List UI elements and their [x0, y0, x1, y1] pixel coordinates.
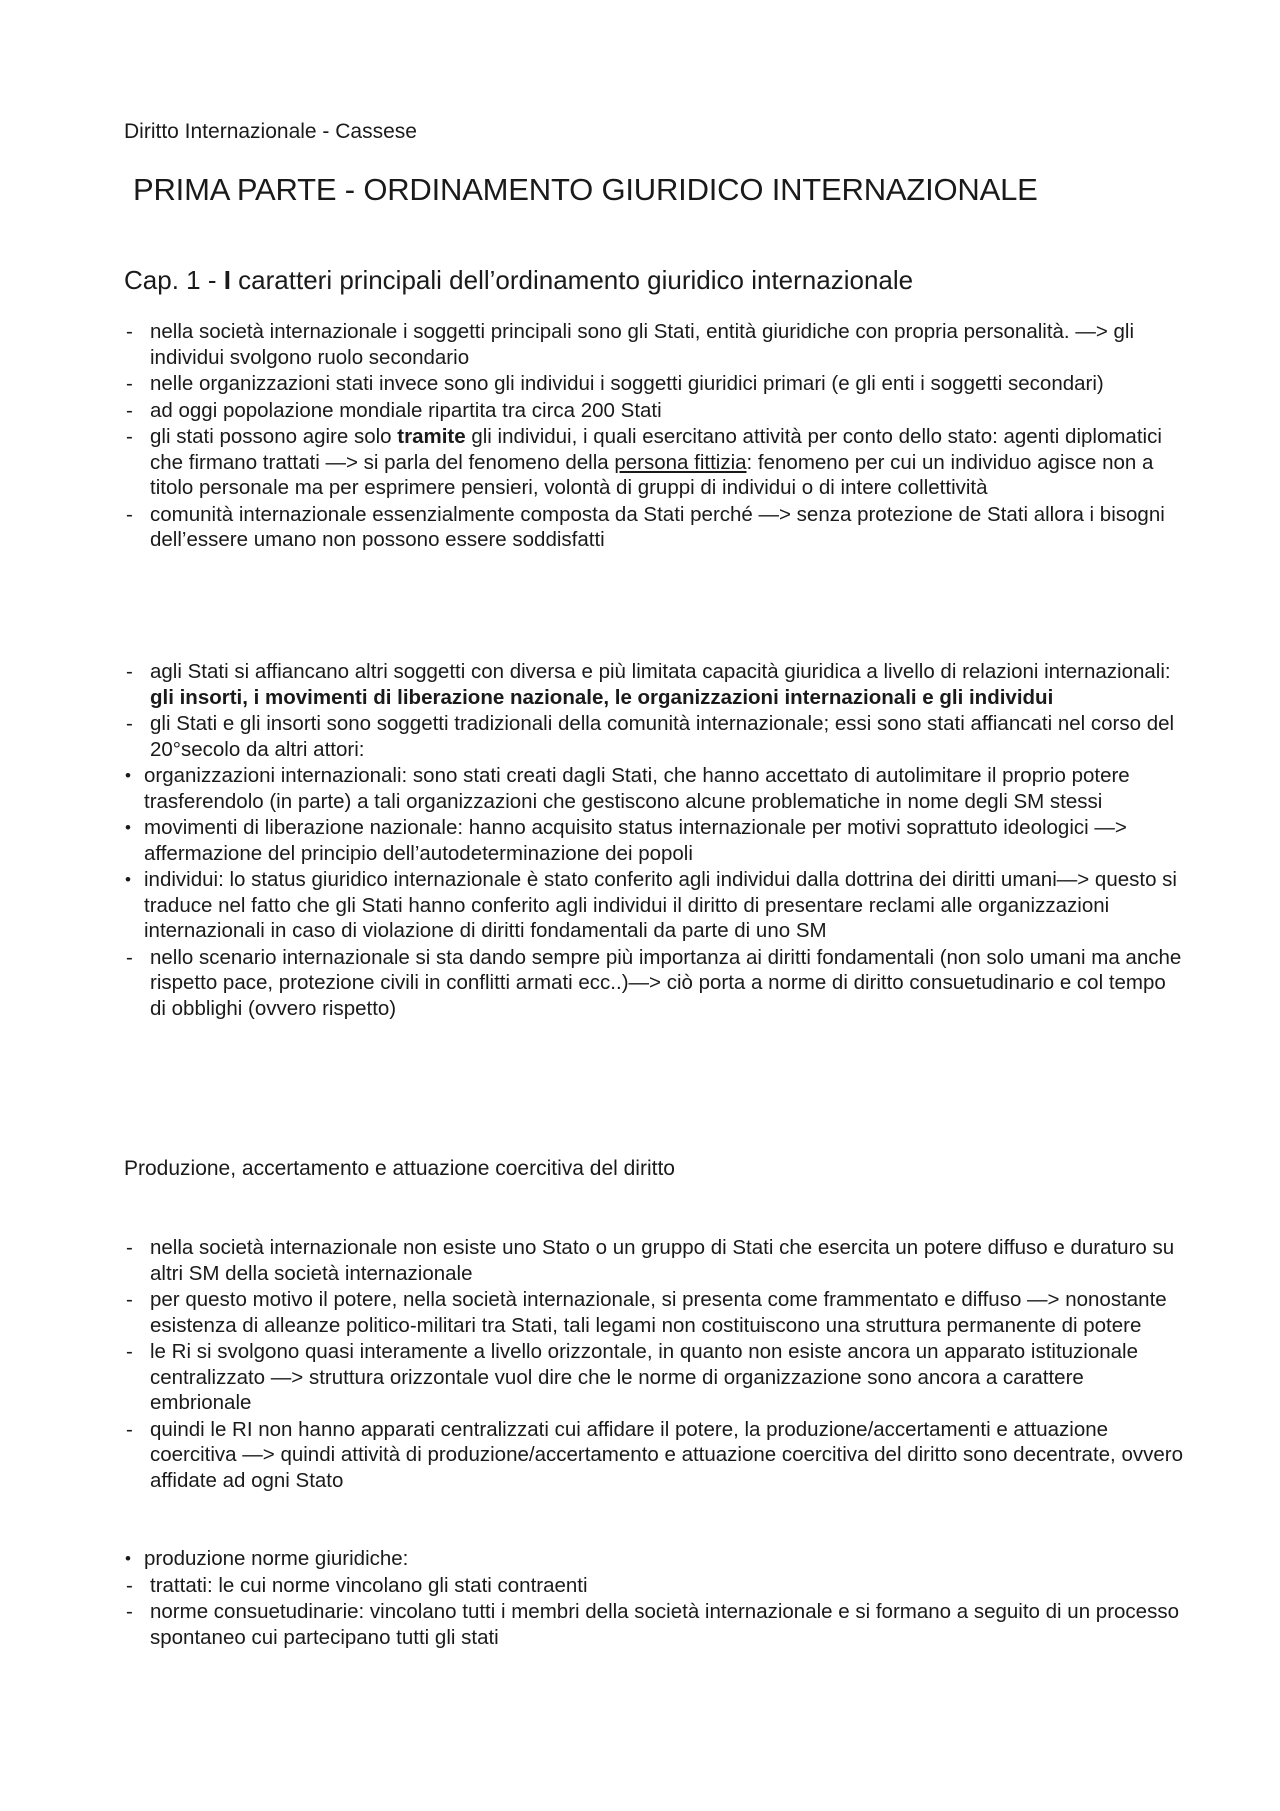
dash-marker: - [126, 425, 133, 448]
bullet-item: • movimenti di liberazione nazionale: hanno acquisito status internazionale per motivi soprattuto ideologici —> affermazione del principio dell’autodeterminazione dei popoli [125, 816, 1127, 865]
dash-marker: - [126, 502, 133, 526]
list-item: - nelle organizzazioni stati invece sono gli individui i soggetti giuridici primari (e gli enti i soggetti secondari) [126, 372, 1104, 395]
list-item: - gli Stati e gli insorti sono soggetti tradizionali della comunità internazionale; essi sono stati affiancati nel corso del 20°secolo da altri attori: [126, 712, 1175, 761]
dash-marker: - [126, 1340, 133, 1363]
chapter-title-prefix: Cap. 1 - [124, 265, 224, 295]
bullet-marker: • [125, 1549, 131, 1568]
norms-list [124, 1546, 1184, 1651]
list-item: - ad oggi popolazione mondiale ripartita tra circa 200 Stati [126, 398, 662, 422]
list-item: - comunità internazionale essenzialmente composta da Stati perché —> senza protezione de Stati allora i bisogni dell’essere umano non possono essere soddisfatti [126, 502, 1165, 551]
list-item: - gli stati possono agire solo tramite gli individui, i quali esercitano attività per conto dello stato: agenti diplomatici che firmano trattati —> si parla del fenomeno della persona fittizia: fenomeno per cui un individuo agisce non a titolo personale ma per esprimere pensieri, volontà di gruppi di individui o di intere collettività [126, 425, 1162, 499]
dash-marker: - [126, 660, 133, 683]
bullet-marker: • [125, 870, 131, 889]
chapter-title-bold: I [223, 265, 231, 295]
list-item: - nella società internazionale i soggetti principali sono gli Stati, entità giuridiche con propria personalità. —> gli individui svolgono ruolo secondario [126, 320, 1134, 369]
list-item: - nello scenario internazionale si sta dando sempre più importanza ai diritti fondamentali (non solo umani ma anche rispetto pace, protezione civili in conflitti armati ecc..)—> ciò porta a norme di diritto consuetudinario e col tempo di obblighi (ovvero rispetto) [126, 945, 1182, 1020]
dash-marker: - [126, 1573, 133, 1597]
bullet-item: • individui: lo status giuridico internazionale è stato conferito agli individui dalla dottrina dei diritti umani—> questo si traduce nel fatto che gli Stati hanno conferito agli individui il diritto di presentare reclami alle organizzazioni internazionali in caso di violazione di diritti fondamentali da parte di uno SM [125, 868, 1177, 942]
bullet-item: • produzione norme giuridiche: [125, 1547, 409, 1570]
list-item: - trattati: le cui norme vincolano gli stati contraenti [126, 1573, 588, 1597]
chapter-title [124, 265, 913, 296]
list-item: - nella società internazionale non esiste uno Stato o un gruppo di Stati che esercita un potere diffuso e duraturo su altri SM della società internazionale [126, 1236, 1175, 1285]
chapter-title-rest: caratteri principali dell’ordinamento giuridico internazionale [230, 265, 914, 295]
section-title: Produzione, accertamento e attuazione coercitiva del diritto [124, 1157, 675, 1180]
bullet-item: • organizzazioni internazionali: sono stati creati dagli Stati, che hanno accettato di autolimitare il proprio potere trasferendolo (in parte) a tali organizzazioni che gestiscono alcune problematiche in nome degli SM stessi [125, 764, 1130, 813]
dash-marker: - [126, 1236, 133, 1259]
list-item: - quindi le RI non hanno apparati centralizzati cui affidare il potere, la produzione/accertamenti e attuazione coercitiva —> quindi attività di produzione/accertamento e attuazione coercitiva del diritto sono decentrate, ovvero affidate ad ogni Stato [126, 1417, 1183, 1492]
list-item: - norme consuetudinarie: vincolano tutti i membri della società internazionale e si formano a seguito di un processo spontaneo cui partecipano tutti gli stati [126, 1600, 1179, 1649]
list-item: - per questo motivo il potere, nella società internazionale, si presenta come frammentato e diffuso —> nonostante esistenza di alleanze politico-militari tra Stati, tali legami non costituiscono una struttura permanente di potere [126, 1288, 1167, 1337]
list-item: - le Ri si svolgono quasi interamente a livello orizzontale, in quanto non esiste ancora un apparato istituzionale centralizzato —> struttura orizzontale vuol dire che le norme di organizzazione sono ancora a carattere embrionale [126, 1340, 1139, 1414]
list-item: - agli Stati si affiancano altri soggetti con diversa e più limitata capacità giuridica a livello di relazioni internazionali: gli insorti, i movimenti di liberazione nazionale, le organizzazioni internazionali e gli individui [126, 660, 1171, 709]
production-list [124, 1235, 1184, 1494]
part-title: PRIMA PARTE - ORDINAMENTO GIURIDICO INTERNAZIONALE [133, 172, 1038, 207]
subjects-list [124, 659, 1184, 1022]
dash-marker: - [126, 712, 133, 735]
document-title: Diritto Internazionale - Cassese [124, 120, 417, 143]
bullet-marker: • [125, 766, 131, 785]
dash-marker: - [126, 1288, 133, 1311]
dash-marker: - [126, 320, 133, 343]
dash-marker: - [126, 372, 133, 395]
bullet-marker: • [125, 818, 131, 837]
intro-list [124, 319, 1184, 554]
dash-marker: - [126, 1600, 133, 1623]
underlined-term: persona fittizia [614, 450, 747, 474]
dash-marker: - [126, 1417, 133, 1441]
dash-marker: - [126, 945, 133, 969]
dash-marker: - [126, 398, 133, 422]
